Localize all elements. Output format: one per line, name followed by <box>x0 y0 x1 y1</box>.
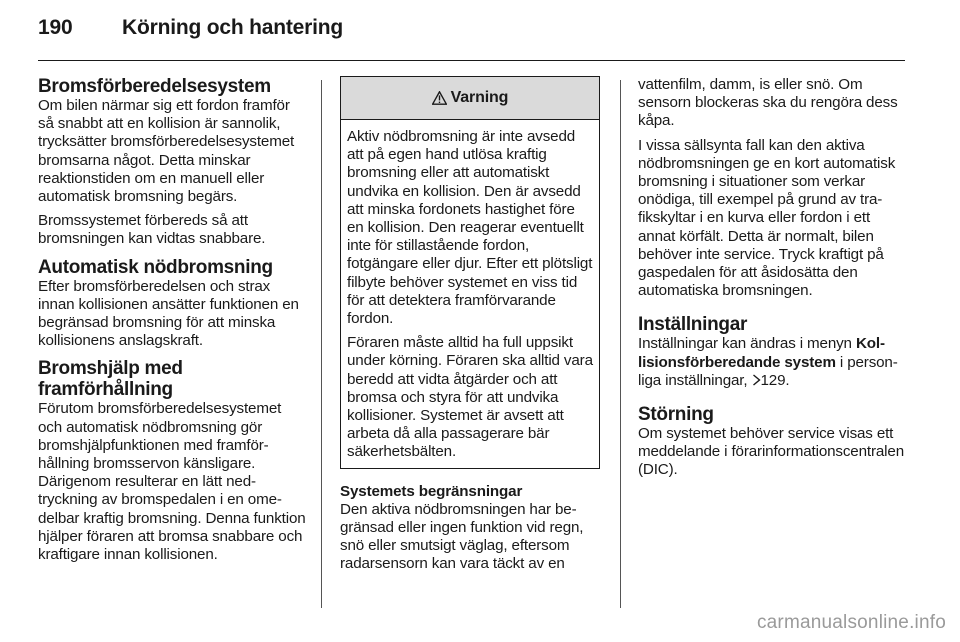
section-malfunction <box>638 404 904 480</box>
section-title: Automatisk nödbromsning <box>38 256 273 278</box>
section-title: Bromshjälp med framförhållning <box>38 358 183 401</box>
column-divider-2 <box>620 80 621 608</box>
warning-title: Varning <box>450 88 509 106</box>
warning-header <box>341 77 599 120</box>
paragraph: Förutom bromsförberedelsesystemet och automatisk nödbromsning gör bromshjälpfunktionen med framförhållning bromsservon känsligare. Därigenom resulterar en lätt nedtryckning av bromspedalen i en omedelbar kraftig bromsning. Denna funktion hjälper föraren att bromsa snabbare och kraftigare innan kollisionen. <box>38 400 306 564</box>
chapter-title: Körning och hantering <box>122 16 343 39</box>
column-2 <box>340 76 604 580</box>
section-settings <box>638 314 904 390</box>
section-auto-emergency-braking <box>38 257 308 351</box>
warning-box <box>340 76 600 469</box>
paragraph: Bromssystemet förbereds så att bromsningen kan vidtas snabbare. <box>38 212 266 248</box>
column-3 <box>638 76 904 488</box>
paragraph: Om bilen närmar sig ett fordon framför så snabbt att en kollision är sannolik, trycksätter bromsförberedelsesystemet bromsarna något. Detta minskar reaktionstiden om en manuell eller automatisk bromsning begärs. <box>38 97 295 206</box>
text-run: Inställningar kan ändras i menyn <box>638 335 856 353</box>
paragraph: Om systemet behöver service visas ett meddelande i förarinformationscentralen (DIC). <box>638 425 904 479</box>
warning-triangle-icon <box>432 91 447 105</box>
page-number: 190 <box>38 16 73 39</box>
section-title: Bromsförberedelsesystem <box>38 76 271 97</box>
paragraph: Föraren måste alltid ha full uppsikt under körning. Föraren ska alltid vara beredd att vidta åtgärder och att bromsa och styra för att undvika kollisioner. Systemet är avsett att arbeta då alla passagerare bär säkerhetsbälten. <box>347 334 593 461</box>
page-reference-arrow-icon <box>752 373 761 385</box>
section-brake-assist <box>38 358 308 564</box>
watermark: carmanualsonline.info <box>756 612 946 633</box>
section-title: Störning <box>638 404 714 426</box>
paragraph: Aktiv nödbromsning är inte avsedd att på egen hand utlösa kraftig bromsning eller att automatiskt undvika en kollision. Den är avsedd att minska fordonets hastighet före en kollision. Den reagerar eventuellt inte för stillastående fordon, fotgängare eller djur. Efter ett plötsligt filbyte behöver systemet en viss tid för att detektera framförvarande fordon. <box>347 128 593 328</box>
warning-body <box>341 120 599 468</box>
paragraph: Efter bromsförberedelsen och strax innan kollisionen ansätter funktionen en begränsad bromsning för att minska kollisionens anslagskraft. <box>38 277 299 350</box>
section-limitations <box>340 483 604 574</box>
header-rule <box>38 60 905 61</box>
section-title: Inställningar <box>638 314 748 336</box>
section-brake-prep <box>38 76 308 249</box>
paragraph: Den aktiva nödbromsningen har begränsad eller ingen funktion vid regn, snö eller smutsigt väglag, eftersom radarsensorn kan vara täckt av en <box>340 500 584 573</box>
paragraph: vattenfilm, damm, is eller snö. Om sensorn blockeras ska du rengöra dess kåpa. <box>638 76 898 130</box>
page-reference[interactable]: 129. <box>760 371 790 389</box>
paragraph <box>638 335 904 390</box>
column-divider-1 <box>321 80 322 608</box>
paragraph: I vissa sällsynta fall kan den aktiva nödbromsningen ge en kort automatisk bromsning i situationer som verkar onödiga, till exempel på grund av trafikskyltar i en kurva eller fordon i ett annat körfält. Detta är normalt, bilen behöver inte service. Tryck kraftigt på gaspedalen för att åsidosätta den automatiska bromsningen. <box>638 136 896 300</box>
menu-name: Kollisionsförberedande system <box>638 335 886 371</box>
page-header <box>38 16 922 48</box>
subsection-title: Systemets begränsningar <box>340 482 523 500</box>
column-1 <box>38 76 308 572</box>
text-run: i personliga inställningar, <box>638 353 898 389</box>
